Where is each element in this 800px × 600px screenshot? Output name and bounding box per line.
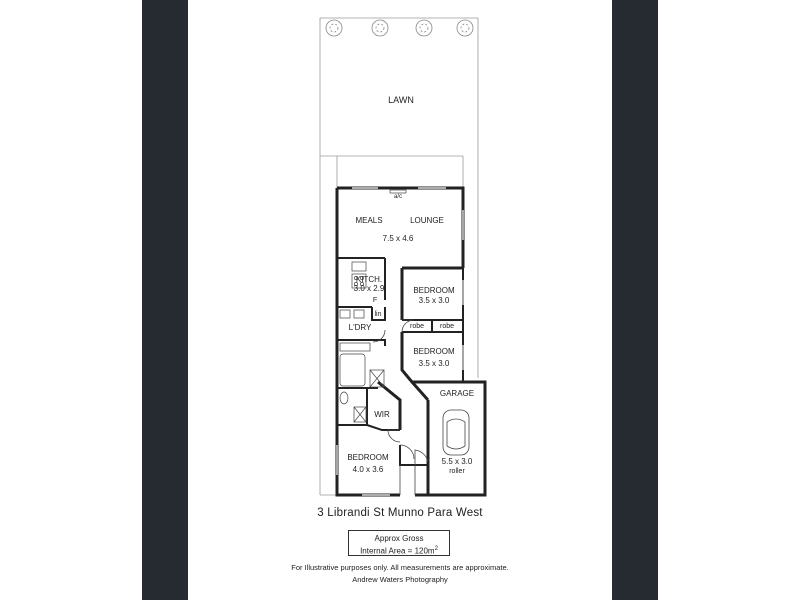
bedroom1-size: 3.5 x 3.0 [418,296,450,305]
tree-icon [326,20,342,36]
disclaimer: For Illustrative purposes only. All measurements are approximate. [291,563,509,572]
area-line2 [349,544,449,557]
photo-credit: Andrew Waters Photography [352,575,448,584]
area-prefix: Internal Area = [360,546,415,556]
bedroom3-label: BEDROOM [347,453,389,462]
lounge-label: LOUNGE [410,216,444,225]
fridge-label: F [372,297,378,304]
vanity [340,343,370,351]
kitchen-sink [352,262,366,271]
area-unit-sup: 2 [434,546,438,552]
garage-size: 5.5 x 3.0 [441,457,473,466]
garage-door-label: roller [449,468,465,475]
washer [354,310,364,318]
meals-lounge-size: 7.5 x 4.6 [382,234,414,243]
area-line1: Approx Gross [374,534,424,543]
tree-icon [457,20,473,36]
area-value: 120m [414,546,435,556]
ac-label: a/c [393,194,403,200]
tree-icons [326,20,473,36]
bedroom1-label: BEDROOM [413,286,455,295]
wir-label: WIR [374,410,390,419]
property-address: 3 Librandi St Munno Para West [317,507,483,519]
lawn-label: LAWN [388,95,414,105]
robe1-label: robe [409,323,425,330]
area-box [348,530,450,556]
split-ac-unit [390,190,406,193]
bath [340,354,365,386]
robe2-label: robe [439,323,455,330]
tree-icon [372,20,388,36]
garage-label: GARAGE [439,389,475,398]
linen-label: lin [374,311,382,318]
meals-label: MEALS [355,216,383,225]
kitchen-size: 3.0 x 2.9 [353,284,385,293]
laundry-label: L'DRY [348,323,372,332]
bedroom2-label: BEDROOM [413,347,455,356]
bedroom2-size: 3.5 x 3.0 [418,359,450,368]
laundry-trough [340,310,350,318]
bedroom3-size: 4.0 x 3.6 [352,465,384,474]
tree-icon [416,20,432,36]
kitchen-label: KITCH. [355,275,383,284]
car-icon [443,410,469,455]
toilet [340,392,348,404]
